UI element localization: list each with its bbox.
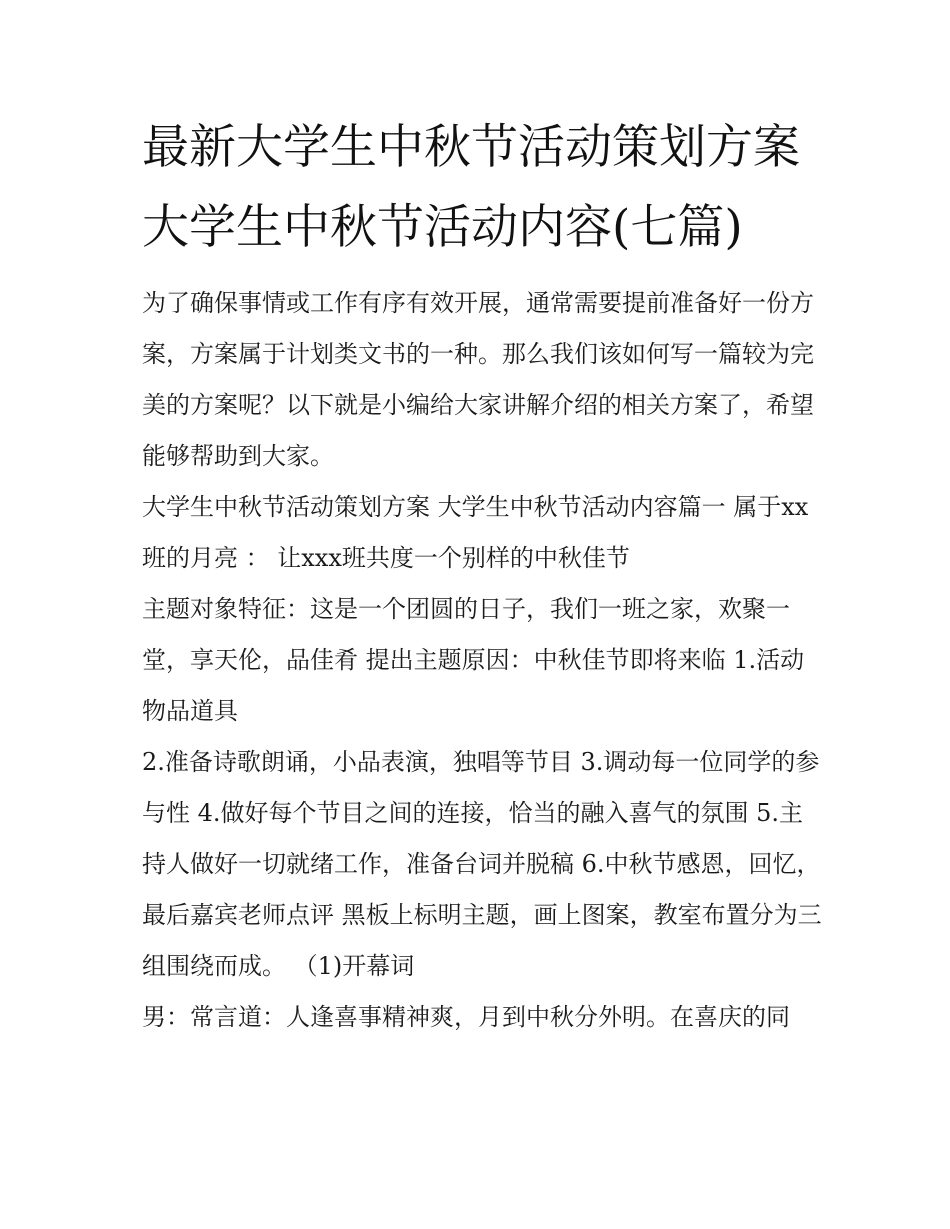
document-body — [142, 108, 822, 1043]
preparation-steps-paragraph: 2.准备诗歌朗诵，小品表演，独唱等节目 3.调动每一位同学的参与性 4.做好每个节目之间的连接，恰当的融入喜气的氛围 5.主持人做好一切就绪工作，准备台词并脱稿 6.中秋节感恩，回忆，最后嘉宾老师点评 黑板上标明主题，画上图案，教室布置分为三组围绕而成。 （1)开幕词 — [142, 748, 822, 980]
intro-paragraph: 为了确保事情或工作有序有效开展，通常需要提前准备好一份方案，方案属于计划类文书的一种。那么我们该如何写一篇较为完美的方案呢？以下就是小编给大家讲解介绍的相关方案了，希望能够帮助到大家。 — [142, 289, 814, 470]
opening-speech-paragraph: 男：常言道：人逢喜事精神爽，月到中秋分外明。在喜庆的同 — [142, 1003, 790, 1031]
activity-heading-paragraph: 大学生中秋节活动策划方案 大学生中秋节活动内容篇一 属于xx班的月亮 ： 让xxx班共度一个别样的中秋佳节 — [142, 493, 809, 572]
theme-paragraph: 主题对象特征：这是一个团圆的日子，我们一班之家，欢聚一堂，享天伦，品佳肴 提出主题原因：中秋佳节即将来临 1.活动物品道具 — [142, 595, 805, 725]
document-title: 最新大学生中秋节活动策划方案 大学生中秋节活动内容(七篇) — [142, 120, 800, 255]
